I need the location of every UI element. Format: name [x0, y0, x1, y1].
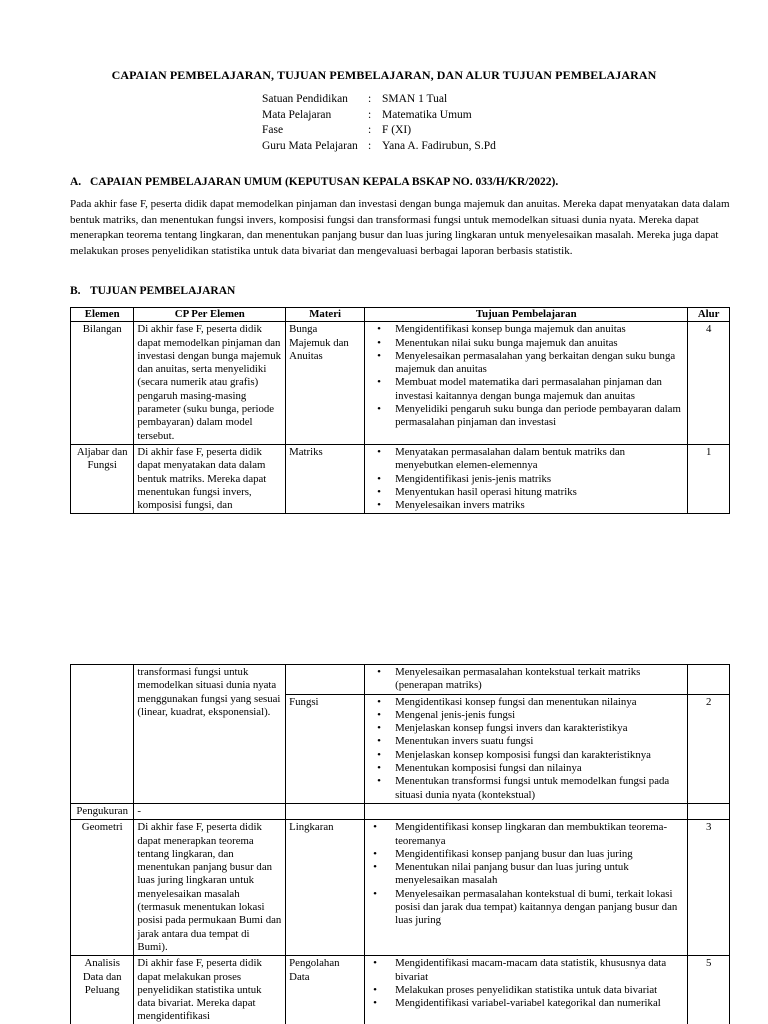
- info-value: F (XI): [382, 124, 412, 136]
- cell-elemen: Aljabar dan Fungsi: [71, 444, 134, 513]
- tujuan-item: • Menyentukan hasil operasi hitung matriks: [395, 486, 684, 499]
- cell-materi: Fungsi: [286, 694, 365, 803]
- tujuan-item: • Menentukan transformsi fungsi untuk memodelkan fungsi pada situasi dunia nyata (kontekstual): [395, 775, 684, 802]
- tujuan-item: • Menentukan nilai panjang busur dan luas juring untuk menyelesaikan masalah: [395, 861, 684, 888]
- header-cp: CP Per Elemen: [134, 308, 286, 322]
- cell-cp: Di akhir fase F, peserta didik dapat melakukan proses penyelidikan statistika untuk data bivariat. Mereka dapat mengidentifikasi: [134, 956, 286, 1024]
- info-row-fase: [262, 123, 496, 139]
- info-label: Mata Pelajaran: [262, 108, 332, 121]
- tujuan-table-page-2: [70, 664, 730, 1024]
- info-value: Yana A. Fadirubun, S.Pd: [382, 139, 496, 152]
- table-header-row: [71, 308, 730, 322]
- cell-tujuan: [365, 444, 688, 513]
- cell-tujuan: [365, 322, 688, 445]
- tujuan-item: • Mengidentifikasi macam-macam data statistik, khususnya data bivariat: [395, 957, 684, 984]
- tujuan-item: • Menyelesaikan permasalahan yang berkaitan dengan suku bunga majemuk dan anuitas: [395, 350, 684, 377]
- info-row-guru: [262, 139, 496, 155]
- tujuan-item: • Membuat model matematika dari permasalahan pinjaman dan investasi kaitannya dengan bunga majemuk dan anuitas: [395, 376, 684, 403]
- tujuan-item: • Menjelaskan konsep fungsi invers dan karakteristikya: [395, 722, 684, 735]
- table-row: [71, 322, 730, 445]
- cell-cp: Di akhir fase F, peserta didik dapat memodelkan pinjaman dan investasi dengan bunga majemuk dan anuitas, serta menyelidiki (secara numerik atau grafis) pengaruh masing-masing parameter (suku bunga, periode pembayaran) dalam model tersebut.: [134, 322, 286, 445]
- document-page-2: [0, 598, 768, 1024]
- cell-tujuan: [365, 956, 688, 1024]
- tujuan-item: • Menyelesaikan permasalahan kontekstual terkait matriks (penerapan matriks): [395, 666, 684, 693]
- tujuan-item: • Menentukan nilai suku bunga majemuk dan anuitas: [395, 337, 684, 350]
- tujuan-item: • Menentukan komposisi fungsi dan nilainya: [395, 762, 684, 775]
- cell-elemen-empty: [71, 665, 134, 804]
- cell-materi-empty: [286, 665, 365, 695]
- header-materi: Materi: [286, 308, 365, 322]
- tujuan-item: • Melakukan proses penyelidikan statistika untuk data bivariat: [395, 984, 684, 997]
- cell-materi-empty: [286, 803, 365, 819]
- header-tujuan: Tujuan Pembelajaran: [365, 308, 688, 322]
- cell-tujuan: [365, 665, 688, 695]
- cell-alur: 5: [688, 956, 730, 1024]
- cell-cp: Di akhir fase F, peserta didik dapat menyatakan data dalam bentuk matriks. Mereka dapat menentukan fungsi invers, komposisi fungsi, dan: [134, 444, 286, 513]
- cp-umum-paragraph: Pada akhir fase F, peserta didik dapat memodelkan pinjaman dan investasi dengan bunga majemuk dan anuitas. Mereka dapat menyatakan data dalam bentuk matriks, dan menentukan fungsi invers, komposisi fungsi dan transformasi fungsi untuk memodelkan situasi dunia nyata. Mereka dapat menerapkan teorema tentang lingkaran, dan menentukan panjang busur dan luas juring lingkaran untuk menyelesaikan masalah. Mereka juga dapat melakukan proses penyelidikan statistika untuk data bivariat dan mengevaluasi berbagai laporan berbasis statistik.: [70, 198, 730, 257]
- tujuan-item: • Menyelesaikan invers matriks: [395, 499, 684, 512]
- tujuan-item: • Menyatakan permasalahan dalam bentuk matriks dan menyebutkan elemen-elemennya: [395, 446, 684, 473]
- cell-tujuan: [365, 694, 688, 803]
- table-row: [71, 956, 730, 1024]
- cell-materi: Pengolahan Data: [286, 956, 365, 1024]
- info-value: Matematika Umum: [382, 108, 472, 121]
- info-separator: :: [368, 139, 372, 152]
- table-row: [71, 665, 730, 695]
- info-separator: :: [368, 124, 372, 136]
- tujuan-item: • Mengidentifikasi variabel-variabel kategorikal dan numerikal: [395, 997, 684, 1010]
- header-elemen: Elemen: [71, 308, 134, 322]
- tujuan-item: • Mengidentifikasi konsep lingkaran dan membuktikan teorema-teoremanya: [395, 821, 684, 848]
- cell-elemen: Bilangan: [71, 322, 134, 445]
- info-value: SMAN 1 Tual: [382, 93, 448, 105]
- cell-alur-empty: [688, 665, 730, 695]
- cell-cp: -: [134, 803, 286, 819]
- document-title: CAPAIAN PEMBELAJARAN, TUJUAN PEMBELAJARAN, DAN ALUR TUJUAN PEMBELAJARAN: [111, 68, 657, 82]
- tujuan-item: • Menjelaskan konsep komposisi fungsi dan karakteristiknya: [395, 749, 684, 762]
- info-separator: :: [368, 93, 372, 105]
- page-break: [0, 590, 768, 598]
- cell-elemen: Pengukuran: [71, 803, 134, 819]
- cell-materi: Matriks: [286, 444, 365, 513]
- cell-materi: Bunga Majemuk dan Anuitas: [286, 322, 365, 445]
- cell-alur-empty: [688, 803, 730, 819]
- cell-alur: 3: [688, 820, 730, 956]
- tujuan-item: • Mengidentifikasi jenis-jenis matriks: [395, 473, 684, 486]
- cell-alur: 2: [688, 694, 730, 803]
- tujuan-item: • Menentukan invers suatu fungsi: [395, 735, 684, 748]
- info-label: Fase: [262, 124, 284, 136]
- table-row: [71, 820, 730, 956]
- tujuan-item: • Mengenal jenis-jenis fungsi: [395, 709, 684, 722]
- info-label: Satuan Pendidikan: [262, 93, 348, 105]
- tujuan-table-page-1: [70, 307, 730, 514]
- section-a-heading: [70, 176, 558, 188]
- section-number: B.: [70, 285, 81, 297]
- header-alur: Alur: [688, 308, 730, 322]
- table-row: [71, 444, 730, 513]
- tujuan-item: • Menyelidiki pengaruh suku bunga dan periode pembayaran dalam permasalahan pinjaman dan investasi: [395, 403, 684, 430]
- section-b-heading: [70, 285, 235, 297]
- cell-cp: transformasi fungsi untuk memodelkan situasi dunia nyata menggunakan fungsi yang sesuai (linear, kuadrat, eksponensial).: [134, 665, 286, 804]
- table-row: [71, 803, 730, 819]
- tujuan-item: • Mengidentikasi konsep fungsi dan menentukan nilainya: [395, 696, 684, 709]
- cell-tujuan: [365, 820, 688, 956]
- section-title: TUJUAN PEMBELAJARAN: [90, 285, 236, 297]
- info-row-satuan: [262, 92, 496, 108]
- cell-elemen: Geometri: [71, 820, 134, 956]
- cell-alur: 4: [688, 322, 730, 445]
- tujuan-item: • Mengidentifikasi konsep bunga majemuk dan anuitas: [395, 323, 684, 336]
- section-title: CAPAIAN PEMBELAJARAN UMUM (KEPUTUSAN KEPALA BSKAP NO. 033/H/KR/2022).: [90, 176, 559, 188]
- info-block: [262, 92, 496, 154]
- info-row-mapel: [262, 108, 496, 124]
- section-number: A.: [70, 176, 82, 188]
- cell-tujuan-empty: [365, 803, 688, 819]
- info-label: Guru Mata Pelajaran: [262, 139, 358, 152]
- tujuan-item: • Menyelesaikan permasalahan kontekstual di bumi, terkait lokasi posisi dan jarak dua tempat) kaitannya dengan panjang busur dan luas juring: [395, 888, 684, 928]
- cell-alur: 1: [688, 444, 730, 513]
- cell-elemen: Analisis Data dan Peluang: [71, 956, 134, 1024]
- cell-cp: Di akhir fase F, peserta didik dapat menerapkan teorema tentang lingkaran, dan menentukan panjang busur dan luas juring lingkaran untuk menyelesaikan masalah (termasuk menentukan lokasi posisi pada permukaan Bumi dan jarak antara dua tempat di Bumi).: [134, 820, 286, 956]
- cell-materi: Lingkaran: [286, 820, 365, 956]
- tujuan-item: • Mengidentifikasi konsep panjang busur dan luas juring: [395, 848, 684, 861]
- info-separator: :: [368, 108, 372, 121]
